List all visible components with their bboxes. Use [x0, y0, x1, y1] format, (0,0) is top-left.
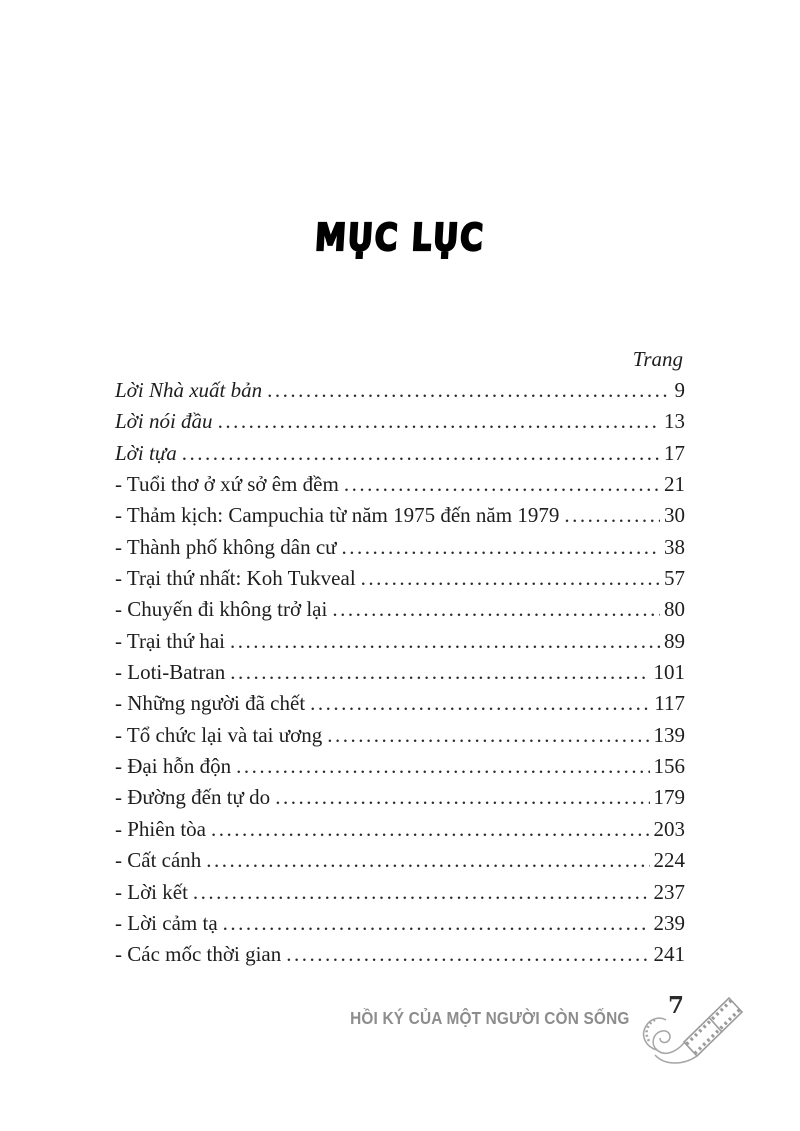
toc-entry-label: - Đường đến tự do [115, 785, 271, 810]
dot-leader [182, 438, 660, 469]
toc-entry [115, 720, 685, 751]
toc-entry-page: 239 [653, 910, 685, 935]
toc-entry [115, 500, 685, 531]
toc-entry [115, 375, 685, 406]
film-strip-ribbon-icon [632, 986, 750, 1068]
dot-leader [206, 845, 649, 876]
toc-entry [115, 469, 685, 500]
toc-entry-label: - Tổ chức lại và tai ương [115, 722, 323, 747]
toc-entry-page: 117 [654, 691, 685, 716]
toc-entry-label: Lời Nhà xuất bản [115, 378, 263, 402]
dot-leader [344, 469, 660, 500]
toc-entry-page: 80 [664, 597, 685, 622]
toc-entry [115, 594, 685, 625]
dot-leader [230, 626, 660, 657]
toc-entry [115, 626, 685, 657]
toc-entry-label: - Trại thứ nhất: Koh Tukveal [115, 566, 356, 591]
toc-entry [115, 532, 685, 563]
toc-entry [115, 406, 685, 437]
toc-entry [115, 751, 685, 782]
dot-leader [332, 594, 660, 625]
toc-entry-label: - Chuyến đi không trở lại [115, 597, 328, 622]
toc-entry-page: 179 [653, 785, 685, 810]
toc-entry-page: 38 [664, 534, 685, 559]
dot-leader [275, 782, 649, 813]
toc-entry [115, 782, 685, 813]
toc-entry-page: 30 [664, 503, 685, 528]
toc-entry-page: 17 [664, 440, 685, 465]
dot-leader [211, 814, 650, 845]
toc-entry [115, 877, 685, 908]
toc-entry-label: - Những người đã chết [115, 691, 306, 716]
toc-entry-label: - Đại hỗn độn [115, 754, 232, 779]
toc-entry-label: Lời tựa [115, 440, 177, 465]
toc-entry [115, 814, 685, 845]
toc-entry-label: - Tuổi thơ ở xứ sở êm đềm [115, 472, 339, 497]
toc-entry-page: 203 [653, 816, 685, 841]
toc-entry-label: - Thành phố không dân cư [115, 534, 337, 559]
toc-entry [115, 908, 685, 939]
dot-leader [236, 751, 649, 782]
toc-entry-page: 224 [653, 848, 685, 873]
toc-entry-page: 101 [653, 660, 685, 685]
toc-entry [115, 939, 685, 970]
dot-leader [230, 657, 649, 688]
toc-entry-label: - Các mốc thời gian [115, 942, 282, 967]
dot-leader [267, 375, 670, 406]
toc-entry-page: 13 [664, 409, 685, 434]
toc-entry-page: 57 [664, 566, 685, 591]
table-of-contents [115, 343, 685, 971]
footer-page-number: 7 [668, 992, 685, 1019]
toc-entry-page: 139 [653, 722, 685, 747]
toc-entry-label: Lời nói đầu [115, 409, 213, 434]
page-footer [312, 986, 750, 1068]
toc-entry-label: - Loti-Batran [115, 660, 226, 685]
dot-leader [218, 406, 660, 437]
page-title-text: MỤC LỤC [314, 216, 487, 259]
toc-entry-page: 156 [653, 754, 685, 779]
toc-entry-page: 21 [664, 472, 685, 497]
column-header-trang: Trang [632, 347, 683, 371]
toc-entry [115, 438, 685, 469]
toc-entry-label: - Lời cảm tạ [115, 910, 218, 935]
dot-leader [286, 939, 649, 970]
dot-leader [193, 877, 650, 908]
toc-entry-label: - Phiên tòa [115, 816, 206, 841]
footer-book-title: HỒI KÝ CỦA MỘT NGƯỜI CÒN SỐNG [350, 1008, 630, 1028]
toc-entry-page: 9 [674, 378, 685, 402]
dot-leader [327, 720, 649, 751]
toc-entry [115, 657, 685, 688]
toc-entry-label: - Thảm kịch: Campuchia từ năm 1975 đến năm 1979 [115, 503, 560, 528]
toc-entry [115, 845, 685, 876]
toc-entry-page: 89 [664, 628, 685, 653]
dot-leader [342, 532, 660, 563]
dot-leader [361, 563, 660, 594]
dot-leader [310, 688, 650, 719]
toc-entry [115, 563, 685, 594]
toc-entry-label: - Lời kết [115, 879, 188, 904]
page-title [0, 213, 800, 263]
toc-entry-label: - Trại thứ hai [115, 628, 225, 653]
toc-entry-page: 237 [653, 879, 685, 904]
dot-leader [223, 908, 650, 939]
dot-leader [564, 500, 660, 531]
toc-entry-label: - Cất cánh [115, 848, 202, 873]
toc-entry [115, 688, 685, 719]
toc-entry-page: 241 [653, 942, 685, 967]
